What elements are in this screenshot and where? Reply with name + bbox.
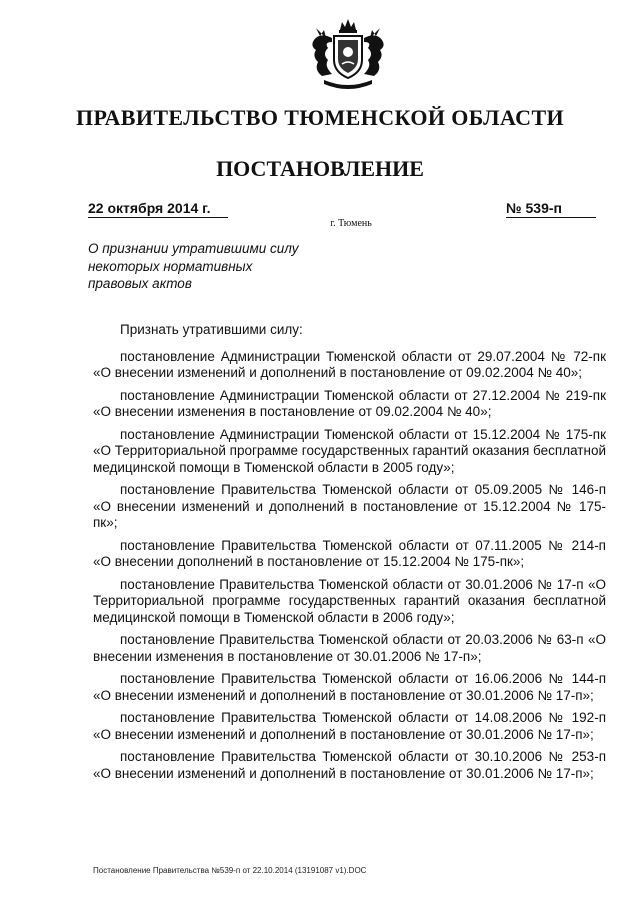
repealed-act-item: постановление Правительства Тюменской области от 30.10.2006 № 253-п «О внесении изменений и дополнений в постановление от 30.01.2006 № 17-п»; [93,749,606,781]
footer-file-name: Постановление Правительства №539-п от 22.10.2014 (13191087 v1).DOC [93,866,367,875]
repealed-act-item: постановление Правительства Тюменской области от 16.06.2006 № 144-п «О внесении изменений и дополнений в постановление от 30.01.2006 № 17-п»; [93,671,606,703]
document-city: г. Тюмень [330,218,372,229]
document-body [93,322,606,788]
subject-line: О признании утратившими силу [88,241,299,256]
repealed-act-item: постановление Администрации Тюменской области от 29.07.2004 № 72-пк «О внесении изменений и дополнений в постановление от 09.02.2004 № 40»; [93,348,606,380]
coat-of-arms-icon [302,16,394,94]
document-type-title: ПОСТАНОВЛЕНИЕ [216,156,424,181]
repealed-act-item: постановление Правительства Тюменской области от 14.08.2006 № 192-п «О внесении изменений и дополнений в постановление от 30.01.2006 № 17-п»; [93,710,606,742]
body-intro: Признать утратившими силу: [120,322,303,337]
document-number: № 539-п [506,200,596,218]
subject-line: правовых актов [88,276,192,291]
repealed-act-item: постановление Правительства Тюменской области от 07.11.2005 № 214-п «О внесении дополнений в постановление от 15.12.2004 № 175-пк»; [93,537,606,569]
subject-line: некоторых нормативных [88,258,253,274]
repealed-act-item: постановление Правительства Тюменской области от 05.09.2005 № 146-п «О внесении изменений и дополнений в постановление от 15.12.2004 № 175-пк»; [93,482,606,530]
repealed-act-item: постановление Правительства Тюменской области от 20.03.2006 № 63-п «О внесении изменения в постановление от 30.01.2006 № 17-п»; [93,632,606,664]
document-date: 22 октября 2014 г. [88,200,228,218]
repealed-act-item: постановление Администрации Тюменской области от 15.12.2004 № 175-пк «О Территориальной программе государственных гарантий оказания бесплатной медицинской помощи в Тюменской области в 2005 году»; [93,426,606,475]
repealed-act-item: постановление Администрации Тюменской области от 27.12.2004 № 219-пк «О внесении изменения в постановление от 09.02.2004 № 40»; [93,387,606,419]
document-subject [88,240,328,293]
organization-title: ПРАВИТЕЛЬСТВО ТЮМЕНСКОЙ ОБЛАСТИ [75,105,565,130]
repealed-act-item: постановление Правительства Тюменской области от 30.01.2006 № 17-п «О Территориальной программе государственных гарантий оказания бесплатной медицинской помощи в Тюменской области в 2006 году»; [93,576,606,625]
